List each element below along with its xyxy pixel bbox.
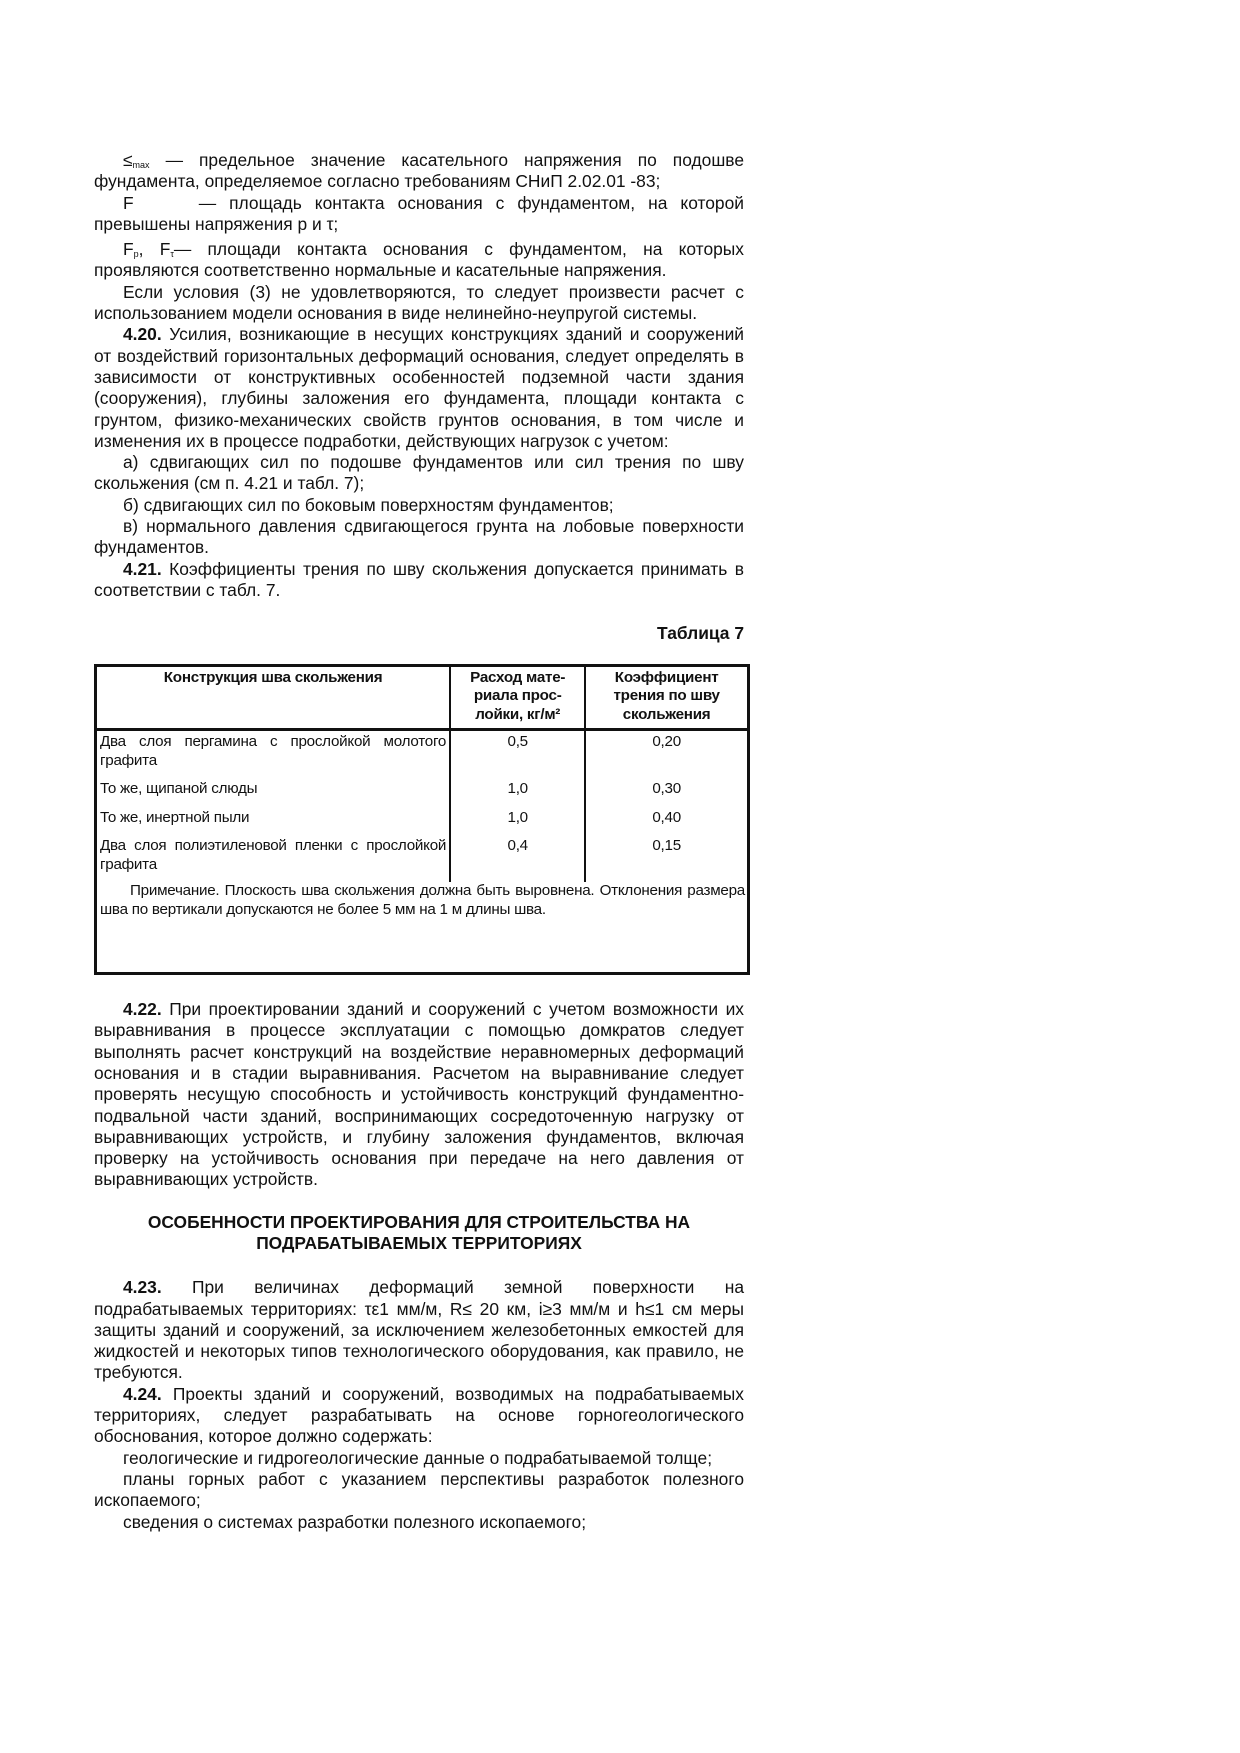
clause-4-24-number: 4.24.	[123, 1383, 162, 1404]
list-item: сведения о системах разработки полезного ископаемого;	[123, 1511, 587, 1532]
list-item-v: в) нормального давления сдвигающегося грунта на лобовые поверхности фундаментов.	[94, 516, 744, 558]
clause-4-20-text: Усилия, возникающие в несущих конструкциях зданий и сооружений от воздействий горизонтальных деформаций основания, следует определять в зависимости от конструктивных особенностей подземной части здания (сооружения), глубины заложения его фундамента, площади контакта с грунтом, физико-механических свойств грунтов основания, в том числе и изменения их в процессе подработки, действующих нагрузок с учетом:	[94, 324, 744, 451]
table-cell: Два слоя пергамина с прослойкой молотого графита	[100, 733, 447, 769]
fp-subscript: p	[133, 249, 139, 260]
tau-max-definition	[94, 150, 744, 193]
table-caption: Таблица 7	[657, 623, 744, 644]
table-row	[96, 730, 749, 779]
list-item: геологические и гидрогеологические данные о подрабатываемой толще;	[123, 1447, 713, 1468]
clause-4-22	[94, 999, 744, 1191]
clause-4-24-text: Проекты зданий и сооружений, возводимых на подрабатываемых территориях, следует разрабатывать на основе горногеологического обоснования, которое должно содержать:	[94, 1383, 744, 1447]
clause-4-23	[94, 1277, 744, 1383]
table-row	[96, 778, 749, 807]
table-row	[96, 835, 749, 882]
clause-4-20-number: 4.20.	[123, 324, 162, 345]
tau-max-subscript: max	[132, 160, 150, 170]
table-cell: 0,30	[585, 778, 748, 807]
table-header-cell: Расход мате-риала прос-лойки, кг/м²	[450, 665, 585, 730]
list-item-b: б) сдвигающих сил по боковым поверхностям фундаментов;	[123, 494, 614, 515]
table-cell: Два слоя полиэтиленовой пленки с прослойкой графита	[100, 837, 447, 873]
list-item: планы горных работ с указанием перспективы разработок полезного ископаемого;	[94, 1468, 744, 1511]
table-note: Примечание. Плоскость шва скольжения должна быть выровнена. Отклонения размера шва по вертикали допускаются не более 5 мм на 1 м длины шва.	[100, 882, 745, 918]
f-symbol: F	[123, 192, 134, 213]
fp-ftau-definition	[94, 239, 744, 282]
clause-4-21-text: Коэффициенты трения по шву скольжения допускается принимать в соответствии с табл. 7.	[94, 558, 744, 600]
clause-4-24	[94, 1384, 744, 1448]
fp-symbol: F	[123, 239, 134, 260]
table-cell: 0,20	[585, 730, 748, 779]
friction-table	[94, 664, 750, 976]
clause-4-21	[94, 559, 744, 602]
table-cell: То же, щипаной слюды	[100, 780, 258, 798]
section-heading: ОСОБЕННОСТИ ПРОЕКТИРОВАНИЯ ДЛЯ СТРОИТЕЛЬСТВА НА ПОДРАБАТЫВАЕМЫХ ТЕРРИТОРИЯХ	[147, 1211, 691, 1253]
table-row	[96, 807, 749, 836]
table-cell: То же, инертной пыли	[100, 808, 250, 826]
table-cell: 1,0	[450, 778, 585, 807]
fp-ftau-text: — площади контакта основания с фундаментом, на которых проявляются соответственно нормальные и касательные напряжения.	[94, 239, 744, 281]
f-text: — площадь контакта основания с фундаментом, на которой превышены напряжения p и τ;	[94, 192, 744, 234]
table-cell: 0,40	[585, 807, 748, 836]
table-cell: 0,15	[585, 835, 748, 882]
clause-4-22-number: 4.22.	[123, 999, 162, 1020]
clause-4-21-number: 4.21.	[123, 558, 162, 579]
tau-max-text: — предельное значение касательного напряжения по подошве фундамента, определяемое согласно требованиям СНиП 2.02.01 -83;	[94, 150, 744, 192]
ftau-subscript: τ	[170, 249, 174, 260]
if-conditions-paragraph: Если условия (3) не удовлетворяются, то следует произвести расчет с использованием модели основания в виде нелинейно-неупругой системы.	[94, 281, 744, 324]
clause-4-22-text: При проектировании зданий и сооружений с учетом возможности их выравнивания в процессе эксплуатации с помощью домкратов следует выполнять расчет конструкций на воздействие неравномерных деформаций основания и в стадии выравнивания. Расчетом на выравнивание следует проверять несущую способность и устойчивость конструкций фундаментно-подвальной части зданий, воспринимающих сосредоточенную нагрузку от выравнивающих устройств, и глубину заложения фундаментов, включая проверку на устойчивость основания при передаче на него давления от выравнивающих устройств.	[94, 999, 744, 1190]
clause-4-20	[94, 324, 744, 452]
clause-4-23-number: 4.23.	[123, 1277, 162, 1298]
table-cell: 1,0	[450, 807, 585, 836]
f-definition	[94, 193, 744, 236]
table-cell: 0,4	[450, 835, 585, 882]
list-item-a: а) сдвигающих сил по подошве фундаментов или сил трения по шву скольжения (см п. 4.21 и табл. 7);	[94, 452, 744, 494]
table-header-row	[96, 665, 749, 730]
table-header-cell: Конструкция шва скольжения	[96, 665, 451, 730]
clause-4-23-text: При величинах деформаций земной поверхности на подрабатываемых территориях: τε1 мм/м, R≤ 20 км, i≥3 мм/м и h≤1 см меры защиты зданий и сооружений, за исключением железобетонных емкостей для жидкостей и некоторых типов технологического оборудования, как правило, не требуются.	[94, 1277, 744, 1383]
table-note-row	[96, 882, 749, 974]
table-cell: 0,5	[450, 730, 585, 779]
table-header-cell: Коэффициент трения по шву скольжения	[585, 665, 748, 730]
document-page	[94, 150, 744, 1533]
tau-max-symbol: ≤	[123, 150, 133, 170]
ftau-symbol: , F	[138, 239, 171, 260]
